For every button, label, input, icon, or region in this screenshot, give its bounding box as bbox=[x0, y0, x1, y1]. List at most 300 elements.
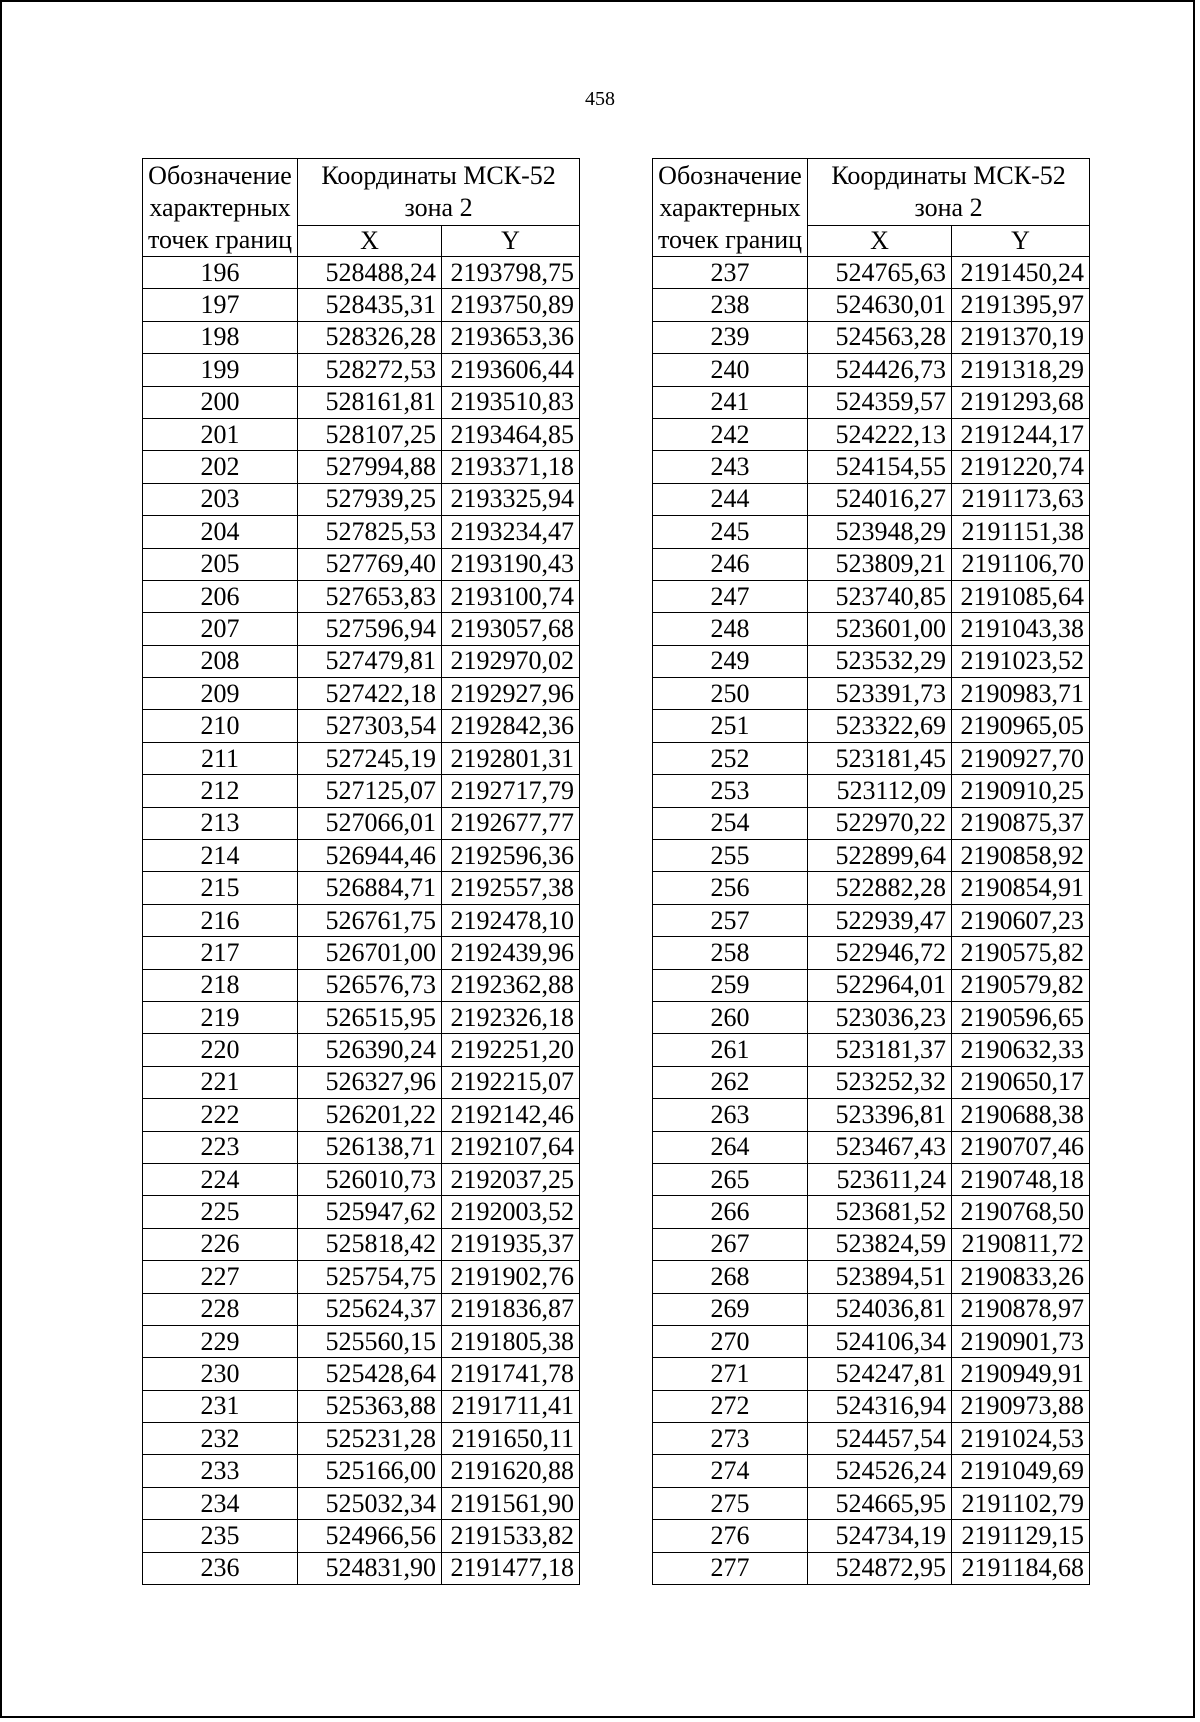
table-row bbox=[653, 872, 1090, 904]
table-row bbox=[653, 645, 1090, 677]
header-coords-line2: зона 2 bbox=[914, 193, 983, 222]
table-row bbox=[653, 1293, 1090, 1325]
y-coordinate-cell: 2190878,97 bbox=[952, 1293, 1090, 1325]
table-row bbox=[653, 1163, 1090, 1195]
point-number-cell: 246 bbox=[653, 548, 808, 580]
table-row bbox=[143, 580, 580, 612]
point-number-cell: 228 bbox=[143, 1293, 298, 1325]
x-coordinate-cell: 526576,73 bbox=[298, 969, 442, 1001]
table-row bbox=[143, 872, 580, 904]
y-coordinate-cell: 2190901,73 bbox=[952, 1325, 1090, 1357]
y-coordinate-cell: 2190688,38 bbox=[952, 1099, 1090, 1131]
y-coordinate-cell: 2191023,52 bbox=[952, 645, 1090, 677]
y-coordinate-cell: 2191043,38 bbox=[952, 613, 1090, 645]
point-number-cell: 205 bbox=[143, 548, 298, 580]
table-row bbox=[653, 289, 1090, 321]
table-row bbox=[143, 418, 580, 450]
x-coordinate-cell: 527653,83 bbox=[298, 580, 442, 612]
header-y: Y bbox=[952, 226, 1090, 257]
y-coordinate-cell: 2191102,79 bbox=[952, 1487, 1090, 1519]
x-coordinate-cell: 524036,81 bbox=[808, 1293, 952, 1325]
table-row bbox=[143, 257, 580, 289]
x-coordinate-cell: 522970,22 bbox=[808, 807, 952, 839]
x-coordinate-cell: 525428,64 bbox=[298, 1358, 442, 1390]
y-coordinate-cell: 2193653,36 bbox=[442, 321, 580, 353]
y-coordinate-cell: 2193325,94 bbox=[442, 483, 580, 515]
y-coordinate-cell: 2190965,05 bbox=[952, 710, 1090, 742]
x-coordinate-cell: 523181,45 bbox=[808, 742, 952, 774]
table-row bbox=[143, 937, 580, 969]
y-coordinate-cell: 2191533,82 bbox=[442, 1520, 580, 1552]
header-point-line2: характерных bbox=[659, 192, 801, 222]
point-number-cell: 261 bbox=[653, 1034, 808, 1066]
table-row bbox=[653, 1455, 1090, 1487]
x-coordinate-cell: 525560,15 bbox=[298, 1325, 442, 1357]
x-coordinate-cell: 527245,19 bbox=[298, 742, 442, 774]
y-coordinate-cell: 2191244,17 bbox=[952, 418, 1090, 450]
x-coordinate-cell: 526201,22 bbox=[298, 1099, 442, 1131]
point-number-cell: 227 bbox=[143, 1261, 298, 1293]
header-coords-line2: зона 2 bbox=[404, 193, 473, 222]
y-coordinate-cell: 2193750,89 bbox=[442, 289, 580, 321]
x-coordinate-cell: 524154,55 bbox=[808, 451, 952, 483]
point-number-cell: 267 bbox=[653, 1228, 808, 1260]
point-number-cell: 217 bbox=[143, 937, 298, 969]
point-number-cell: 209 bbox=[143, 678, 298, 710]
point-number-cell: 229 bbox=[143, 1325, 298, 1357]
table-row bbox=[653, 418, 1090, 450]
header-x: X bbox=[808, 226, 952, 257]
table-row bbox=[653, 580, 1090, 612]
table-row bbox=[653, 1423, 1090, 1455]
x-coordinate-cell: 524359,57 bbox=[808, 386, 952, 418]
table-row bbox=[653, 937, 1090, 969]
x-coordinate-cell: 527939,25 bbox=[298, 483, 442, 515]
table-row bbox=[653, 1552, 1090, 1584]
point-number-cell: 244 bbox=[653, 483, 808, 515]
x-coordinate-cell: 523809,21 bbox=[808, 548, 952, 580]
header-coordinates bbox=[298, 159, 580, 226]
header-point-line1: Обозначение bbox=[148, 160, 292, 190]
point-number-cell: 235 bbox=[143, 1520, 298, 1552]
x-coordinate-cell: 525624,37 bbox=[298, 1293, 442, 1325]
table-row bbox=[653, 516, 1090, 548]
x-coordinate-cell: 524426,73 bbox=[808, 354, 952, 386]
table-row bbox=[143, 1358, 580, 1390]
table-row bbox=[653, 321, 1090, 353]
table-row bbox=[143, 1099, 580, 1131]
point-number-cell: 256 bbox=[653, 872, 808, 904]
y-coordinate-cell: 2190811,72 bbox=[952, 1228, 1090, 1260]
y-coordinate-cell: 2191741,78 bbox=[442, 1358, 580, 1390]
x-coordinate-cell: 527994,88 bbox=[298, 451, 442, 483]
table-row bbox=[143, 1520, 580, 1552]
point-number-cell: 210 bbox=[143, 710, 298, 742]
table-row bbox=[653, 386, 1090, 418]
y-coordinate-cell: 2191370,19 bbox=[952, 321, 1090, 353]
y-coordinate-cell: 2192927,96 bbox=[442, 678, 580, 710]
table-row bbox=[143, 1390, 580, 1422]
point-number-cell: 218 bbox=[143, 969, 298, 1001]
point-number-cell: 199 bbox=[143, 354, 298, 386]
x-coordinate-cell: 523824,59 bbox=[808, 1228, 952, 1260]
point-number-cell: 214 bbox=[143, 840, 298, 872]
y-coordinate-cell: 2193798,75 bbox=[442, 257, 580, 289]
header-x: X bbox=[298, 226, 442, 257]
x-coordinate-cell: 527303,54 bbox=[298, 710, 442, 742]
x-coordinate-cell: 523894,51 bbox=[808, 1261, 952, 1293]
point-number-cell: 270 bbox=[653, 1325, 808, 1357]
y-coordinate-cell: 2191129,15 bbox=[952, 1520, 1090, 1552]
point-number-cell: 216 bbox=[143, 904, 298, 936]
point-number-cell: 255 bbox=[653, 840, 808, 872]
table-row bbox=[143, 1034, 580, 1066]
y-coordinate-cell: 2190949,91 bbox=[952, 1358, 1090, 1390]
x-coordinate-cell: 527125,07 bbox=[298, 775, 442, 807]
y-coordinate-cell: 2192439,96 bbox=[442, 937, 580, 969]
table-row bbox=[653, 742, 1090, 774]
x-coordinate-cell: 523681,52 bbox=[808, 1196, 952, 1228]
header-point-line2: характерных bbox=[149, 192, 291, 222]
table-row bbox=[143, 451, 580, 483]
x-coordinate-cell: 524765,63 bbox=[808, 257, 952, 289]
y-coordinate-cell: 2191836,87 bbox=[442, 1293, 580, 1325]
y-coordinate-cell: 2190748,18 bbox=[952, 1163, 1090, 1195]
point-number-cell: 225 bbox=[143, 1196, 298, 1228]
y-coordinate-cell: 2191620,88 bbox=[442, 1455, 580, 1487]
point-number-cell: 230 bbox=[143, 1358, 298, 1390]
point-number-cell: 220 bbox=[143, 1034, 298, 1066]
point-number-cell: 247 bbox=[653, 580, 808, 612]
point-number-cell: 237 bbox=[653, 257, 808, 289]
x-coordinate-cell: 523467,43 bbox=[808, 1131, 952, 1163]
x-coordinate-cell: 526944,46 bbox=[298, 840, 442, 872]
y-coordinate-cell: 2191650,11 bbox=[442, 1423, 580, 1455]
x-coordinate-cell: 523036,23 bbox=[808, 1001, 952, 1033]
point-number-cell: 221 bbox=[143, 1066, 298, 1098]
y-coordinate-cell: 2193606,44 bbox=[442, 354, 580, 386]
table-row bbox=[653, 807, 1090, 839]
table-row bbox=[143, 548, 580, 580]
point-number-cell: 257 bbox=[653, 904, 808, 936]
y-coordinate-cell: 2192717,79 bbox=[442, 775, 580, 807]
x-coordinate-cell: 524734,19 bbox=[808, 1520, 952, 1552]
point-number-cell: 268 bbox=[653, 1261, 808, 1293]
point-number-cell: 249 bbox=[653, 645, 808, 677]
y-coordinate-cell: 2190854,91 bbox=[952, 872, 1090, 904]
x-coordinate-cell: 528326,28 bbox=[298, 321, 442, 353]
point-number-cell: 263 bbox=[653, 1099, 808, 1131]
y-coordinate-cell: 2192557,38 bbox=[442, 872, 580, 904]
point-number-cell: 275 bbox=[653, 1487, 808, 1519]
table-row bbox=[143, 516, 580, 548]
x-coordinate-cell: 526390,24 bbox=[298, 1034, 442, 1066]
table-row bbox=[653, 257, 1090, 289]
y-coordinate-cell: 2190927,70 bbox=[952, 742, 1090, 774]
point-number-cell: 212 bbox=[143, 775, 298, 807]
y-coordinate-cell: 2191935,37 bbox=[442, 1228, 580, 1260]
x-coordinate-cell: 528435,31 bbox=[298, 289, 442, 321]
point-number-cell: 242 bbox=[653, 418, 808, 450]
y-coordinate-cell: 2192970,02 bbox=[442, 645, 580, 677]
point-number-cell: 236 bbox=[143, 1552, 298, 1584]
x-coordinate-cell: 525947,62 bbox=[298, 1196, 442, 1228]
y-coordinate-cell: 2191902,76 bbox=[442, 1261, 580, 1293]
point-number-cell: 264 bbox=[653, 1131, 808, 1163]
table-row bbox=[143, 1228, 580, 1260]
x-coordinate-cell: 523322,69 bbox=[808, 710, 952, 742]
table-row bbox=[143, 1423, 580, 1455]
y-coordinate-cell: 2192362,88 bbox=[442, 969, 580, 1001]
y-coordinate-cell: 2190607,23 bbox=[952, 904, 1090, 936]
table-row bbox=[653, 1228, 1090, 1260]
table-row bbox=[653, 1261, 1090, 1293]
x-coordinate-cell: 523948,29 bbox=[808, 516, 952, 548]
x-coordinate-cell: 528488,24 bbox=[298, 257, 442, 289]
table-row bbox=[653, 354, 1090, 386]
x-coordinate-cell: 526010,73 bbox=[298, 1163, 442, 1195]
header-point-line3: точек границ bbox=[148, 224, 293, 254]
x-coordinate-cell: 527066,01 bbox=[298, 807, 442, 839]
table-row bbox=[653, 969, 1090, 1001]
y-coordinate-cell: 2191173,63 bbox=[952, 483, 1090, 515]
table-row bbox=[653, 840, 1090, 872]
point-number-cell: 248 bbox=[653, 613, 808, 645]
point-number-cell: 211 bbox=[143, 742, 298, 774]
x-coordinate-cell: 525818,42 bbox=[298, 1228, 442, 1260]
y-coordinate-cell: 2192251,20 bbox=[442, 1034, 580, 1066]
x-coordinate-cell: 524106,34 bbox=[808, 1325, 952, 1357]
x-coordinate-cell: 527769,40 bbox=[298, 548, 442, 580]
x-coordinate-cell: 523181,37 bbox=[808, 1034, 952, 1066]
point-number-cell: 233 bbox=[143, 1455, 298, 1487]
x-coordinate-cell: 524563,28 bbox=[808, 321, 952, 353]
table-row bbox=[143, 645, 580, 677]
y-coordinate-cell: 2191395,97 bbox=[952, 289, 1090, 321]
y-coordinate-cell: 2190632,33 bbox=[952, 1034, 1090, 1066]
page-number: 458 bbox=[585, 88, 615, 110]
x-coordinate-cell: 525032,34 bbox=[298, 1487, 442, 1519]
y-coordinate-cell: 2191477,18 bbox=[442, 1552, 580, 1584]
table-row bbox=[143, 386, 580, 418]
x-coordinate-cell: 525754,75 bbox=[298, 1261, 442, 1293]
table-row bbox=[143, 678, 580, 710]
point-number-cell: 277 bbox=[653, 1552, 808, 1584]
table-row bbox=[143, 1163, 580, 1195]
x-coordinate-cell: 527422,18 bbox=[298, 678, 442, 710]
point-number-cell: 238 bbox=[653, 289, 808, 321]
x-coordinate-cell: 528161,81 bbox=[298, 386, 442, 418]
table-row bbox=[143, 354, 580, 386]
table-row bbox=[143, 483, 580, 515]
point-number-cell: 196 bbox=[143, 257, 298, 289]
table-row bbox=[143, 1487, 580, 1519]
y-coordinate-cell: 2190973,88 bbox=[952, 1390, 1090, 1422]
x-coordinate-cell: 526761,75 bbox=[298, 904, 442, 936]
point-number-cell: 202 bbox=[143, 451, 298, 483]
point-number-cell: 254 bbox=[653, 807, 808, 839]
point-number-cell: 269 bbox=[653, 1293, 808, 1325]
point-number-cell: 204 bbox=[143, 516, 298, 548]
x-coordinate-cell: 527825,53 bbox=[298, 516, 442, 548]
x-coordinate-cell: 523601,00 bbox=[808, 613, 952, 645]
point-number-cell: 198 bbox=[143, 321, 298, 353]
table-row bbox=[653, 1390, 1090, 1422]
point-number-cell: 226 bbox=[143, 1228, 298, 1260]
y-coordinate-cell: 2191151,38 bbox=[952, 516, 1090, 548]
y-coordinate-cell: 2191184,68 bbox=[952, 1552, 1090, 1584]
table-row bbox=[143, 807, 580, 839]
y-coordinate-cell: 2191561,90 bbox=[442, 1487, 580, 1519]
header-point-line1: Обозначение bbox=[658, 160, 802, 190]
point-number-cell: 274 bbox=[653, 1455, 808, 1487]
header-coords-line1: Координаты МСК-52 bbox=[831, 161, 1066, 190]
table-row bbox=[143, 613, 580, 645]
x-coordinate-cell: 523252,32 bbox=[808, 1066, 952, 1098]
y-coordinate-cell: 2191085,64 bbox=[952, 580, 1090, 612]
x-coordinate-cell: 524457,54 bbox=[808, 1423, 952, 1455]
point-number-cell: 200 bbox=[143, 386, 298, 418]
y-coordinate-cell: 2193371,18 bbox=[442, 451, 580, 483]
point-number-cell: 272 bbox=[653, 1390, 808, 1422]
x-coordinate-cell: 522899,64 bbox=[808, 840, 952, 872]
table-row bbox=[143, 904, 580, 936]
x-coordinate-cell: 527479,81 bbox=[298, 645, 442, 677]
x-coordinate-cell: 528107,25 bbox=[298, 418, 442, 450]
x-coordinate-cell: 523740,85 bbox=[808, 580, 952, 612]
y-coordinate-cell: 2192142,46 bbox=[442, 1099, 580, 1131]
y-coordinate-cell: 2192596,36 bbox=[442, 840, 580, 872]
x-coordinate-cell: 523112,09 bbox=[808, 775, 952, 807]
point-number-cell: 239 bbox=[653, 321, 808, 353]
point-number-cell: 271 bbox=[653, 1358, 808, 1390]
table-row bbox=[653, 548, 1090, 580]
table-row bbox=[143, 742, 580, 774]
header-point-designation bbox=[143, 159, 298, 257]
y-coordinate-cell: 2190650,17 bbox=[952, 1066, 1090, 1098]
table-row bbox=[653, 1131, 1090, 1163]
table-row bbox=[653, 775, 1090, 807]
table-row bbox=[653, 1034, 1090, 1066]
y-coordinate-cell: 2191106,70 bbox=[952, 548, 1090, 580]
y-coordinate-cell: 2190596,65 bbox=[952, 1001, 1090, 1033]
point-number-cell: 223 bbox=[143, 1131, 298, 1163]
x-coordinate-cell: 524630,01 bbox=[808, 289, 952, 321]
x-coordinate-cell: 525231,28 bbox=[298, 1423, 442, 1455]
table-row bbox=[143, 1293, 580, 1325]
y-coordinate-cell: 2191805,38 bbox=[442, 1325, 580, 1357]
x-coordinate-cell: 523532,29 bbox=[808, 645, 952, 677]
x-coordinate-cell: 524831,90 bbox=[298, 1552, 442, 1584]
y-coordinate-cell: 2190575,82 bbox=[952, 937, 1090, 969]
y-coordinate-cell: 2190768,50 bbox=[952, 1196, 1090, 1228]
y-coordinate-cell: 2190707,46 bbox=[952, 1131, 1090, 1163]
table-row bbox=[653, 1196, 1090, 1228]
table-body-right bbox=[653, 257, 1090, 1585]
table-row bbox=[653, 1358, 1090, 1390]
y-coordinate-cell: 2193057,68 bbox=[442, 613, 580, 645]
table-row bbox=[143, 775, 580, 807]
y-coordinate-cell: 2191049,69 bbox=[952, 1455, 1090, 1487]
point-number-cell: 266 bbox=[653, 1196, 808, 1228]
point-number-cell: 215 bbox=[143, 872, 298, 904]
y-coordinate-cell: 2192215,07 bbox=[442, 1066, 580, 1098]
table-row bbox=[143, 840, 580, 872]
y-coordinate-cell: 2193234,47 bbox=[442, 516, 580, 548]
point-number-cell: 273 bbox=[653, 1423, 808, 1455]
header-coords-line1: Координаты МСК-52 bbox=[321, 161, 556, 190]
table-row bbox=[653, 1325, 1090, 1357]
table-row bbox=[653, 1066, 1090, 1098]
point-number-cell: 231 bbox=[143, 1390, 298, 1422]
point-number-cell: 206 bbox=[143, 580, 298, 612]
y-coordinate-cell: 2190858,92 bbox=[952, 840, 1090, 872]
x-coordinate-cell: 526138,71 bbox=[298, 1131, 442, 1163]
table-row bbox=[143, 1066, 580, 1098]
table-row bbox=[143, 1131, 580, 1163]
x-coordinate-cell: 526515,95 bbox=[298, 1001, 442, 1033]
x-coordinate-cell: 523611,24 bbox=[808, 1163, 952, 1195]
point-number-cell: 251 bbox=[653, 710, 808, 742]
table-row bbox=[143, 969, 580, 1001]
point-number-cell: 243 bbox=[653, 451, 808, 483]
table-row bbox=[143, 710, 580, 742]
y-coordinate-cell: 2192478,10 bbox=[442, 904, 580, 936]
table-row bbox=[653, 1487, 1090, 1519]
x-coordinate-cell: 526327,96 bbox=[298, 1066, 442, 1098]
coordinates-table-left bbox=[142, 158, 580, 1585]
table-row bbox=[143, 1001, 580, 1033]
x-coordinate-cell: 522964,01 bbox=[808, 969, 952, 1001]
y-coordinate-cell: 2192801,31 bbox=[442, 742, 580, 774]
point-number-cell: 241 bbox=[653, 386, 808, 418]
table-row bbox=[143, 289, 580, 321]
y-coordinate-cell: 2191024,53 bbox=[952, 1423, 1090, 1455]
x-coordinate-cell: 523396,81 bbox=[808, 1099, 952, 1131]
y-coordinate-cell: 2190983,71 bbox=[952, 678, 1090, 710]
header-point-designation bbox=[653, 159, 808, 257]
x-coordinate-cell: 527596,94 bbox=[298, 613, 442, 645]
table-row bbox=[653, 1099, 1090, 1131]
point-number-cell: 203 bbox=[143, 483, 298, 515]
table-row bbox=[653, 451, 1090, 483]
y-coordinate-cell: 2191450,24 bbox=[952, 257, 1090, 289]
table-row bbox=[653, 483, 1090, 515]
point-number-cell: 201 bbox=[143, 418, 298, 450]
table-row bbox=[143, 1325, 580, 1357]
table-row bbox=[653, 904, 1090, 936]
table-row bbox=[653, 1001, 1090, 1033]
point-number-cell: 197 bbox=[143, 289, 298, 321]
y-coordinate-cell: 2190579,82 bbox=[952, 969, 1090, 1001]
point-number-cell: 252 bbox=[653, 742, 808, 774]
point-number-cell: 213 bbox=[143, 807, 298, 839]
point-number-cell: 260 bbox=[653, 1001, 808, 1033]
table-row bbox=[653, 1520, 1090, 1552]
y-coordinate-cell: 2192107,64 bbox=[442, 1131, 580, 1163]
x-coordinate-cell: 522939,47 bbox=[808, 904, 952, 936]
header-point-line3: точек границ bbox=[658, 224, 803, 254]
point-number-cell: 262 bbox=[653, 1066, 808, 1098]
point-number-cell: 224 bbox=[143, 1163, 298, 1195]
table-row bbox=[143, 1261, 580, 1293]
header-y: Y bbox=[442, 226, 580, 257]
x-coordinate-cell: 524966,56 bbox=[298, 1520, 442, 1552]
table-row bbox=[143, 321, 580, 353]
point-number-cell: 253 bbox=[653, 775, 808, 807]
x-coordinate-cell: 525166,00 bbox=[298, 1455, 442, 1487]
y-coordinate-cell: 2191220,74 bbox=[952, 451, 1090, 483]
